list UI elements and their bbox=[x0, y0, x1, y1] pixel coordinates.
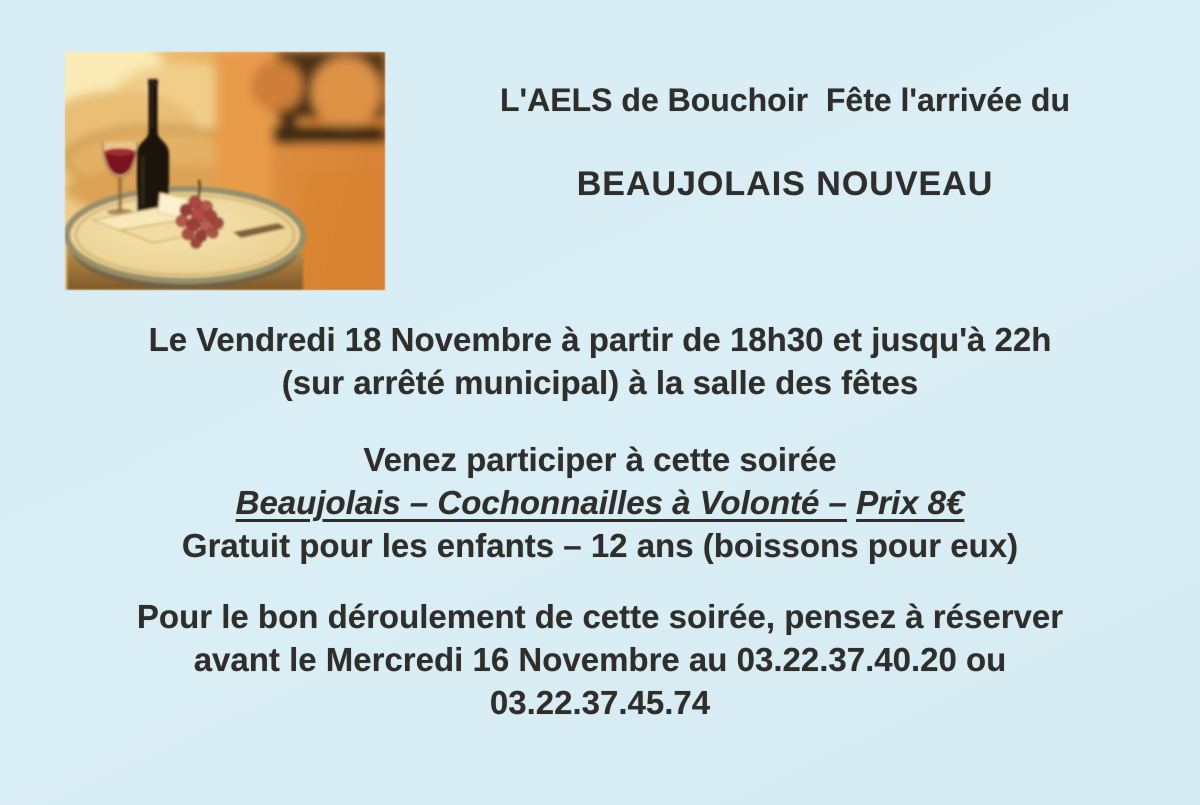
price-text: Prix 8€ bbox=[856, 484, 965, 521]
children-line: Gratuit pour les enfants – 12 ans (boissons pour eux) bbox=[181, 527, 1019, 564]
menu-text: Beaujolais – Cochonnailles à Volonté – bbox=[235, 484, 847, 521]
schedule-line1: Le Vendredi 18 Novembre à partir de 18h30 et jusqu'à 22h bbox=[148, 321, 1052, 358]
flyer-body bbox=[0, 318, 1200, 724]
schedule-line2: (sur arrêté municipal) à la salle des fêtes bbox=[281, 364, 919, 401]
reservation-phone2: 03.22.37.45.74 bbox=[489, 684, 711, 721]
header bbox=[410, 80, 1160, 204]
menu-line bbox=[0, 481, 1200, 524]
reservation-line1: Pour le bon déroulement de cette soirée, pensez à réserver bbox=[136, 598, 1064, 635]
reservation-paragraph bbox=[0, 595, 1200, 724]
invitation-line: Venez participer à cette soirée bbox=[363, 441, 837, 478]
event-photo bbox=[65, 52, 385, 290]
menu-separator bbox=[847, 484, 856, 521]
schedule-paragraph bbox=[0, 318, 1200, 404]
wine-cellar-illustration bbox=[65, 52, 385, 290]
header-line2: BEAUJOLAIS NOUVEAU bbox=[576, 165, 994, 203]
header-line1: L'AELS de Bouchoir Fête l'arrivée du bbox=[500, 82, 1070, 118]
invitation-paragraph bbox=[0, 438, 1200, 567]
reservation-line2: avant le Mercredi 16 Novembre au 03.22.37.40.20 ou bbox=[193, 641, 1007, 678]
